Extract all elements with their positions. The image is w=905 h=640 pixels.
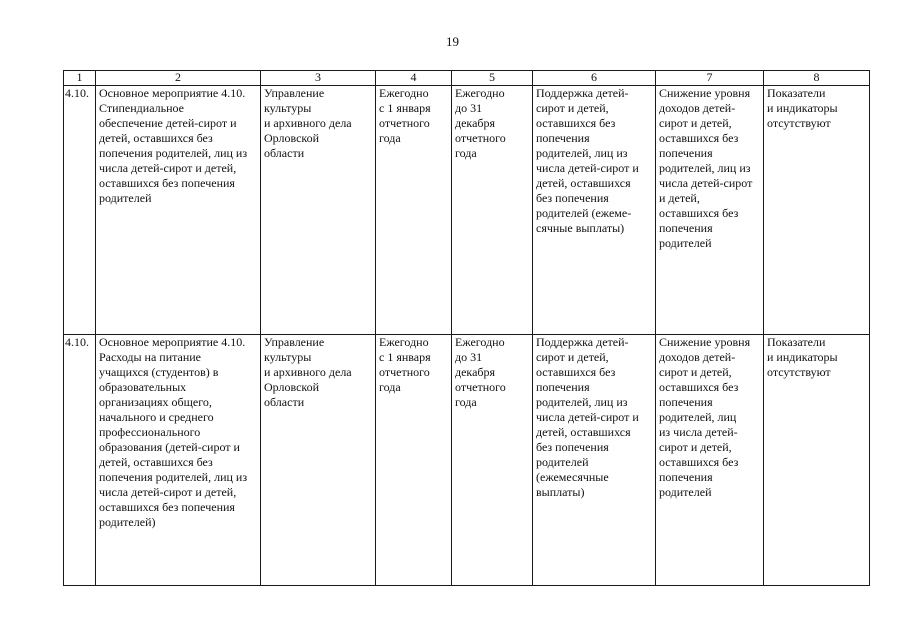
header-cell-6: 6	[533, 71, 656, 86]
header-row	[64, 71, 870, 86]
end-date-cell: Ежегодно до 31 декабря отчетного года	[452, 86, 533, 335]
indicators-cell: Показатели и индикаторы отсутствуют	[764, 335, 870, 586]
measure-name-cell: Основное мероприятие 4.10. Стипендиальное обеспечение детей-сирот и детей, оставшихся без попечения родителей, лиц из числа детей-сирот и детей, оставшихся без попечения родителей	[96, 86, 261, 335]
row-number-cell: 4.10.	[64, 86, 96, 335]
consequences-cell: Снижение уровня доходов детей- сирот и детей, оставшихся без попечения родителей, лиц из числа детей-сирот и детей, оставшихся без попечения родителей	[656, 86, 764, 335]
measure-name-cell: Основное мероприятие 4.10. Расходы на питание учащихся (студентов) в образовательных организациях общего, начального и среднего профессионального образования (детей-сирот и детей, оставшихся без попечения родителей, лиц из числа детей-сирот и детей, оставшихся без попечения родителей)	[96, 335, 261, 586]
expected-result-cell: Поддержка детей- сирот и детей, оставшихся без попечения родителей, лиц из числа детей-сирот и детей, оставшихся без попечения родителей (ежемесячные выплаты)	[533, 335, 656, 586]
page-number: 19	[446, 34, 459, 49]
executor-cell: Управление культуры и архивного дела Орловской области	[261, 335, 376, 586]
row-number-cell: 4.10.	[64, 335, 96, 586]
end-date-cell: Ежегодно до 31 декабря отчетного года	[452, 335, 533, 586]
expected-result-cell: Поддержка детей- сирот и детей, оставшихся без попечения родителей, лиц из числа детей-сирот и детей, оставшихся без попечения родителей (ежеме- сячные выплаты)	[533, 86, 656, 335]
measures-table	[63, 70, 870, 586]
header-cell-7: 7	[656, 71, 764, 86]
table-row	[64, 335, 870, 586]
header-cell-5: 5	[452, 71, 533, 86]
header-cell-4: 4	[376, 71, 452, 86]
start-date-cell: Ежегодно с 1 января отчетного года	[376, 335, 452, 586]
header-cell-8: 8	[764, 71, 870, 86]
consequences-cell: Снижение уровня доходов детей- сирот и детей, оставшихся без попечения родителей, лиц из числа детей- сирот и детей, оставшихся без попечения родителей	[656, 335, 764, 586]
indicators-cell: Показатели и индикаторы отсутствуют	[764, 86, 870, 335]
table-row	[64, 86, 870, 335]
header-cell-3: 3	[261, 71, 376, 86]
header-cell-2: 2	[96, 71, 261, 86]
executor-cell: Управление культуры и архивного дела Орловской области	[261, 86, 376, 335]
header-cell-1: 1	[64, 71, 96, 86]
start-date-cell: Ежегодно с 1 января отчетного года	[376, 86, 452, 335]
